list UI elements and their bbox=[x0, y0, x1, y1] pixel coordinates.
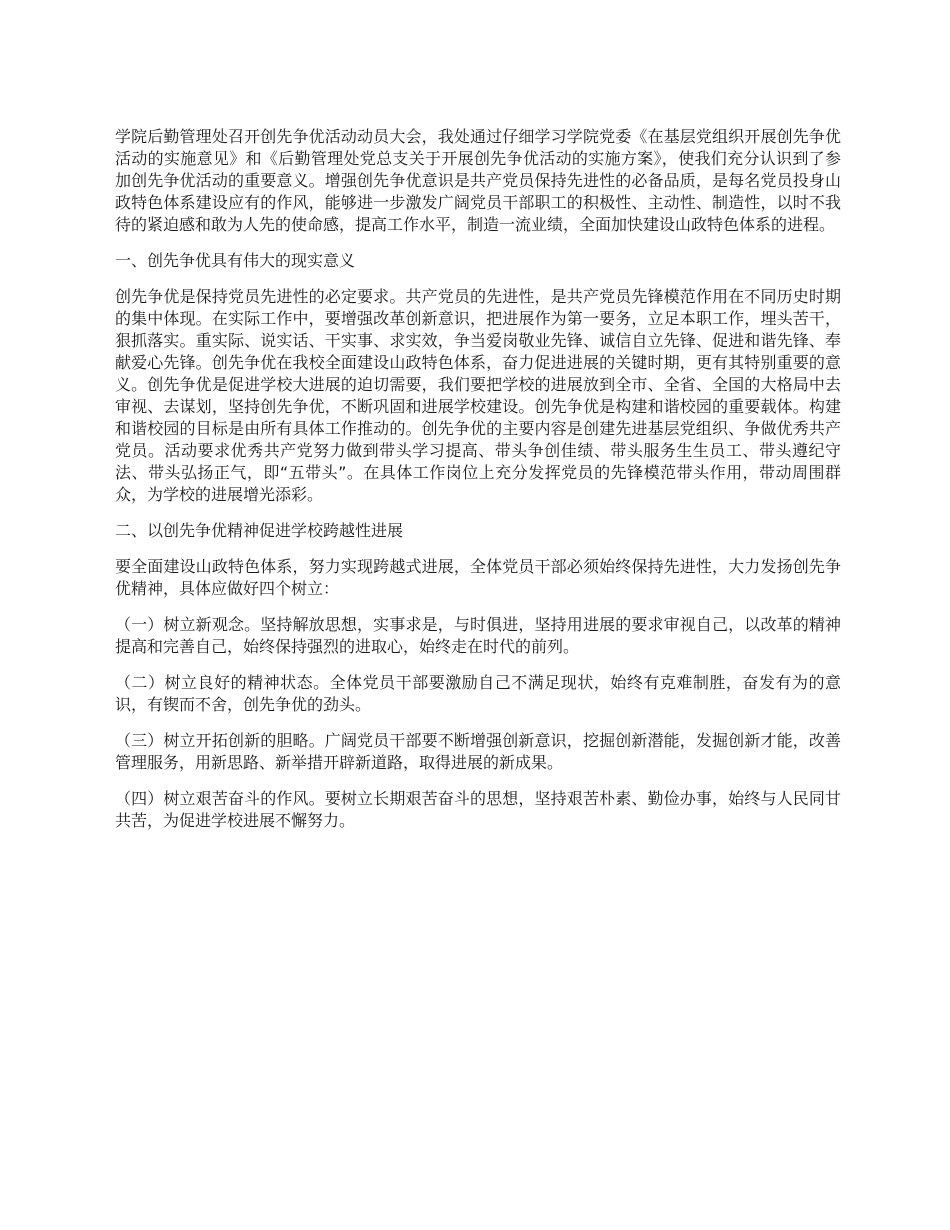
document-body bbox=[115, 126, 841, 846]
section-2-intro-paragraph: 要全面建设山政特色体系，努力实现跨越式进展，全体党员干部必须始终保持先进性，大力发扬创先争优精神，具体应做好四个树立： bbox=[115, 557, 841, 598]
section-1-paragraph: 创先争优是保持党员先进性的必定要求。共产党员的先进性，是共产党员先锋模范作用在不同历史时期的集中体现。在实际工作中，要增强改革创新意识，把进展作为第一要务，立足本职工作，埋头苦干，狠抓落实。重实际、说实话、干实事、求实效，争当爱岗敬业先锋、诚信自立先锋、促进和谐先锋、奉献爱心先锋。创先争优在我校全面建设山政特色体系，奋力促进进展的关键时期，更有其特别重要的意义。创先争优是促进学校大进展的迫切需要，我们要把学校的进展放到全市、全省、全国的大格局中去审视、去谋划，坚持创先争优，不断巩固和进展学校建设。创先争优是构建和谐校园的重要载体。构建和谐校园的目标是由所有具体工作推动的。创先争优的主要内容是创建先进基层党组织、争做优秀共产党员。活动要求优秀共产党努力做到带头学习提高、带头争创佳绩、带头服务生生员工、带头遵纪守法、带头弘扬正气，即“五带头”。在具体工作岗位上充分发挥党员的先锋模范带头作用，带动周围群众，为学校的进展增光添彩。 bbox=[115, 287, 841, 504]
point-3-paragraph: （三）树立开拓创新的胆略。广阔党员干部要不断增强创新意识，挖掘创新潜能，发掘创新才能，改善管理服务，用新思路、新举措开辟新道路，取得进展的新成果。 bbox=[115, 731, 841, 772]
section-heading-2: 二、以创先争优精神促进学校跨越性进展 bbox=[115, 521, 404, 540]
point-2-paragraph: （二）树立良好的精神状态。全体党员干部要激励自己不满足现状，始终有克难制胜，奋发有为的意识，有锲而不舍，创先争优的劲头。 bbox=[115, 673, 841, 714]
point-4-paragraph: （四）树立艰苦奋斗的作风。要树立长期艰苦奋斗的思想，坚持艰苦朴素、勤俭办事，始终与人民同甘共苦，为促进学校进展不懈努力。 bbox=[115, 789, 841, 830]
intro-paragraph: 学院后勤管理处召开创先争优活动动员大会，我处通过仔细学习学院党委《在基层党组织开展创先争优活动的实施意见》和《后勤管理处党总支关于开展创先争优活动的实施方案》，使我们充分认识到了参加创先争优活动的重要意义。增强创先争优意识是共产党员保持先进性的必备品质，是每名党员投身山政特色体系建设应有的作风，能够进一步激发广阔党员干部职工的积极性、主动性、制造性，以时不我待的紧迫感和敢为人先的使命感，提高工作水平，制造一流业绩，全面加快建设山政特色体系的进程。 bbox=[115, 127, 841, 234]
point-1-paragraph: （一）树立新观念。坚持解放思想，实事求是，与时俱进，坚持用进展的要求审视自己，以改革的精神提高和完善自己，始终保持强烈的进取心，始终走在时代的前列。 bbox=[115, 615, 841, 656]
section-heading-1: 一、创先争优具有伟大的现实意义 bbox=[115, 251, 356, 270]
